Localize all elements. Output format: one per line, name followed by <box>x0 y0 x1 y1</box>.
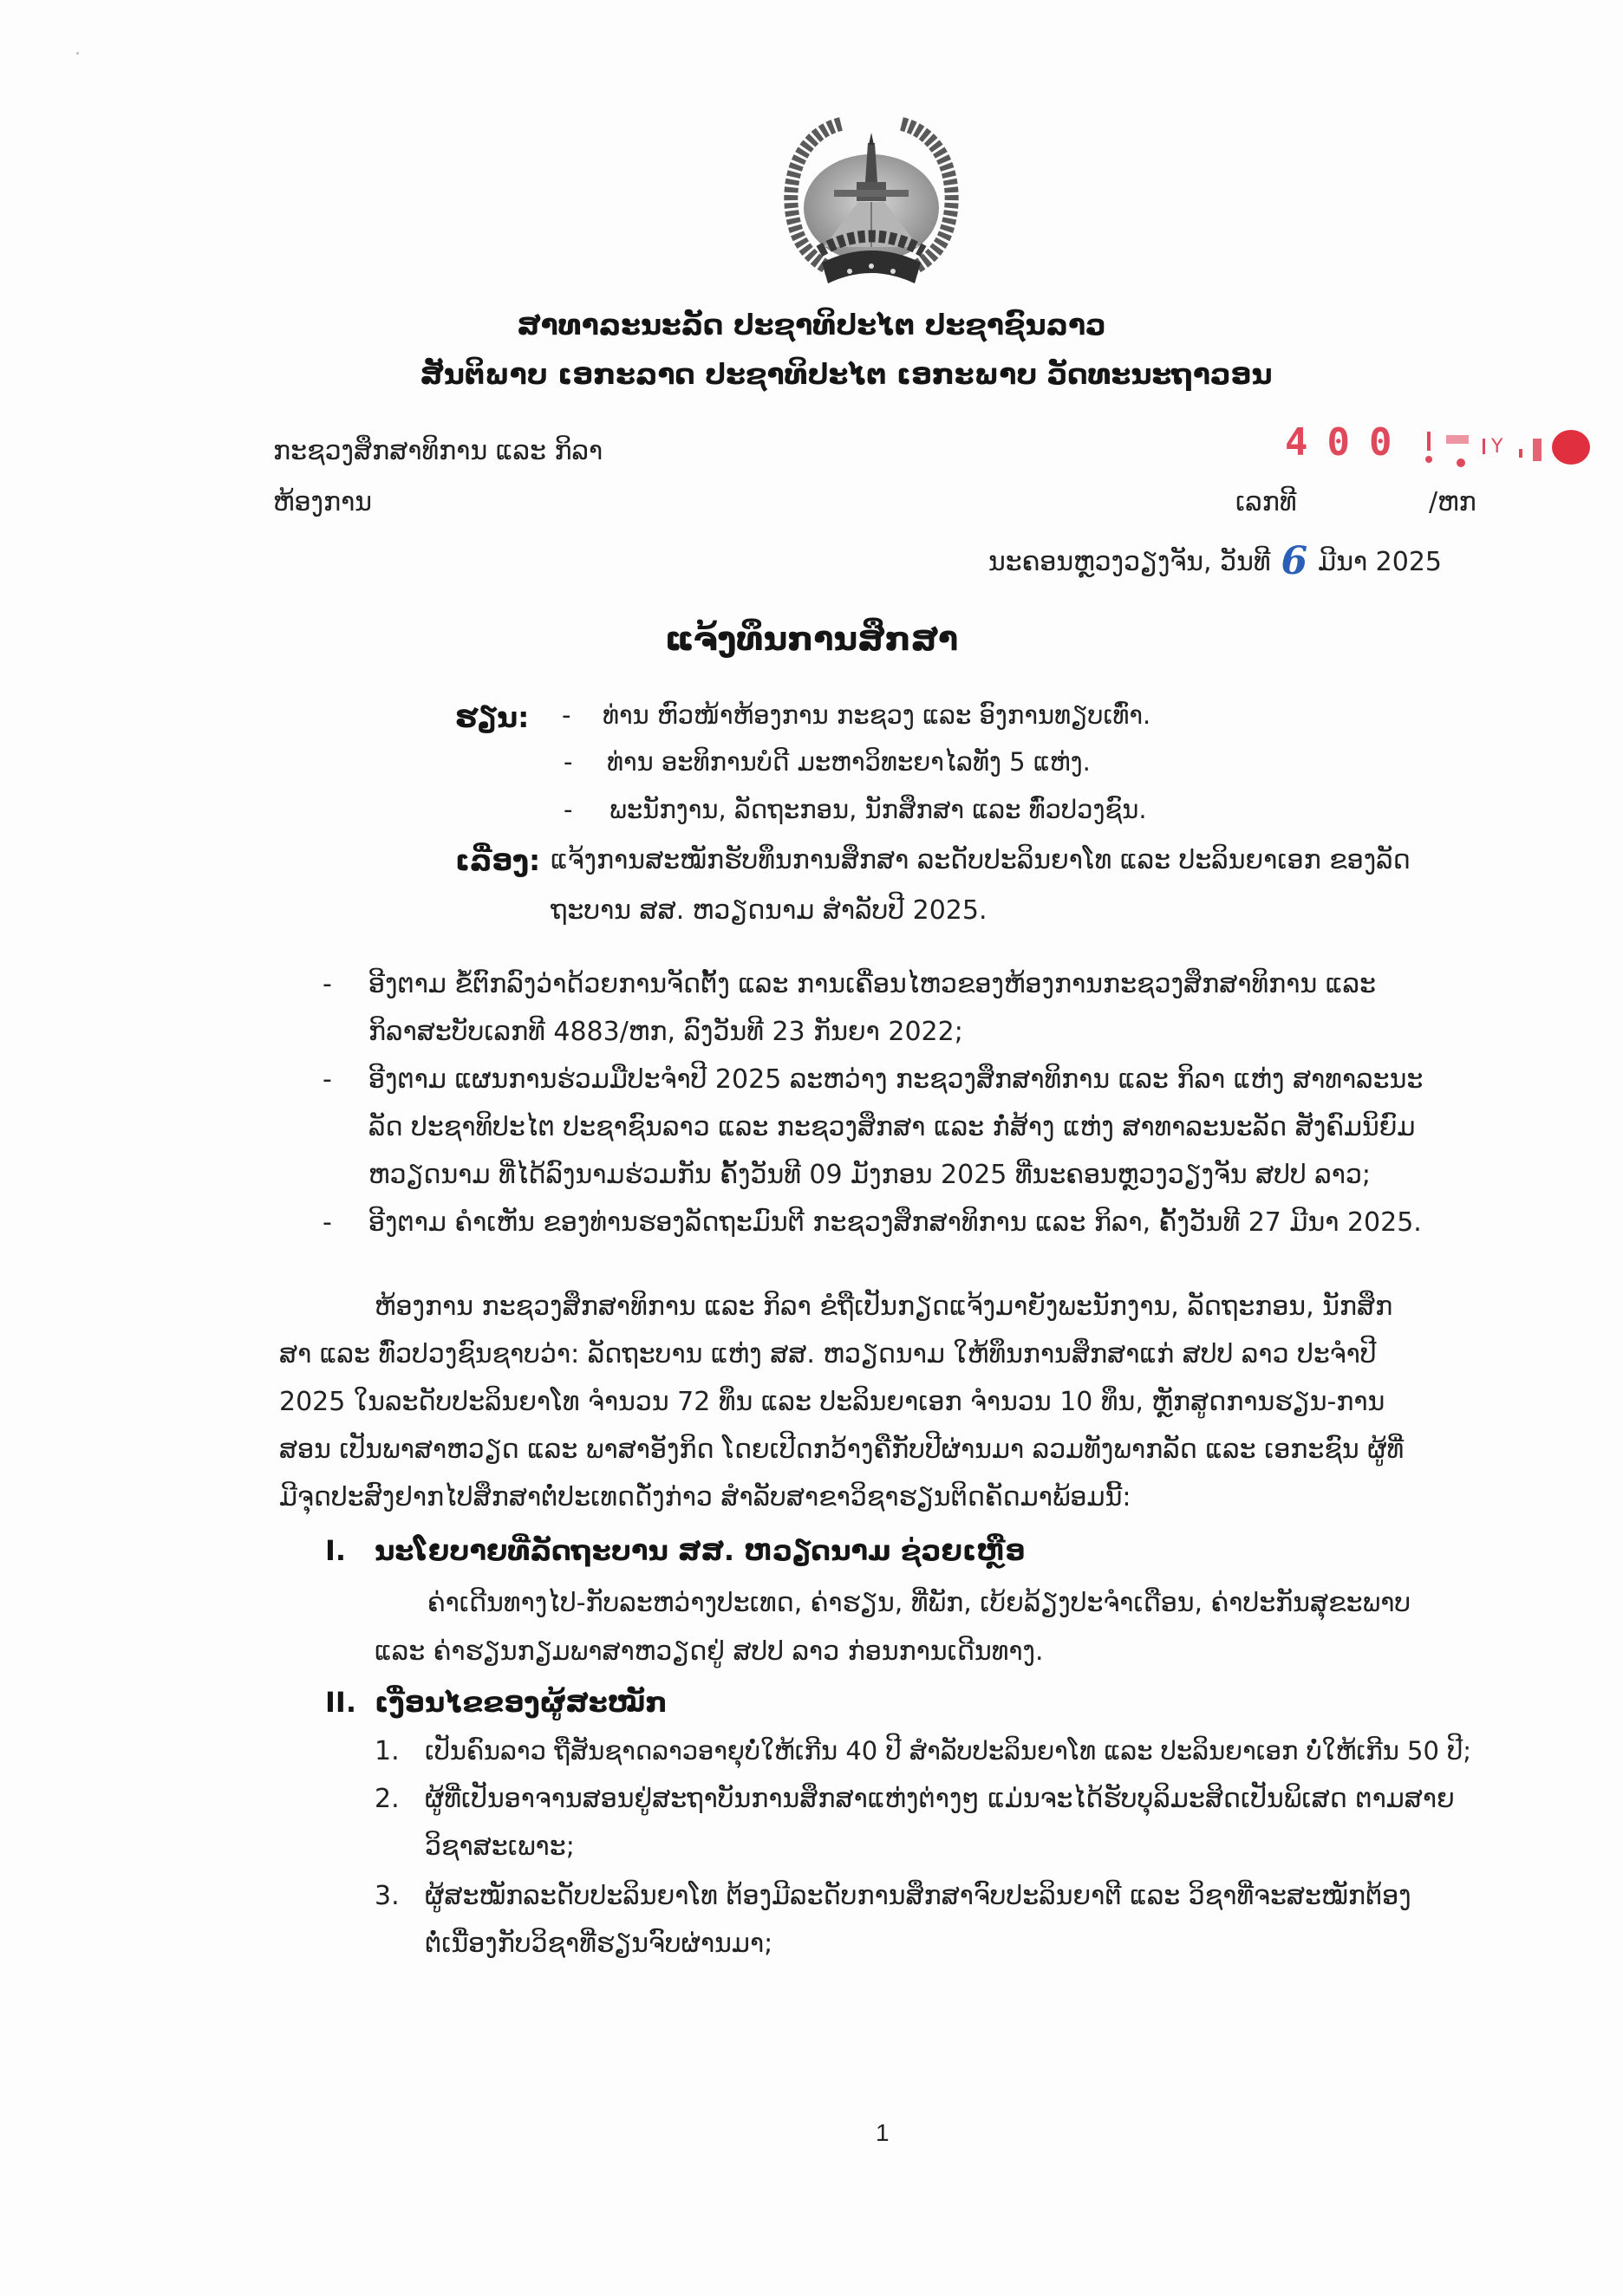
list-number: 3. <box>375 1881 400 1911</box>
paragraph-line: ຫ້ອງການ ກະຊວງສຶກສາທິການ ແລະ ກິລາ ຂໍຖືເປັນກຽດແຈ້ງມາຍັງພະນັກງານ, ລັດຖະກອນ, ນັກສຶກ <box>375 1291 1393 1322</box>
red-stamp-mark <box>1422 426 1595 472</box>
paragraph-line: 2025 ໃນລະດັບປະລິນຍາໂທ ຈຳນວນ 72 ທຶນ ແລະ ປະລິນຍາເອກ ຈຳນວນ 10 ທຶນ, ຫຼັກສູດການຮຽນ-ການ <box>279 1387 1385 1417</box>
list-item-line: ວິຊາສະເພາະ; <box>425 1831 575 1862</box>
bullet-dash: - <box>323 1207 332 1238</box>
list-item-line: ຕໍ່ເນື່ອງກັບວິຊາທີ່ຮຽນຈົບຜ່ານມາ; <box>425 1929 773 1959</box>
section-body-line: ແລະ ຄ່າຮຽນກຽມພາສາຫວຽດຢູ່ ສປປ ລາວ ກ່ອນການເດີນທາງ. <box>375 1636 1044 1667</box>
addressee-item: ທ່ານ ຫົວໜ້າຫ້ອງການ ກະຊວງ ແລະ ອົງການທຽບເທົ່າ. <box>603 700 1151 730</box>
document-title: ແຈ້ງທຶນການສຶກສາ <box>664 620 959 658</box>
list-item-line: ຜູ້ສະໝັກລະດັບປະລິນຍາໂທ ຕ້ອງມີລະດັບການສຶກສາຈົບປະລິນຍາຕີ ແລະ ວິຊາທີ່ຈະສະໝັກຕ້ອງ <box>425 1881 1411 1911</box>
reference-line: ລັດ ປະຊາທິປະໄຕ ປະຊາຊົນລາວ ແລະ ກະຊວງສຶກສາ ແລະ ກໍ່ສ້າງ ແຫ່ງ ສາທາລະນະລັດ ສັງຄົມນິຍົມ <box>368 1112 1416 1142</box>
state-title-line-1: ສາທາລະນະລັດ ປະຊາທິປະໄຕ ປະຊາຊົນລາວ <box>517 308 1106 341</box>
reference-line: ຫວຽດນາມ ທີ່ໄດ້ລົງນາມຮ່ວມກັນ ຄັ້ງວັນທີ 09 ມັງກອນ 2025 ທີ່ນະຄອນຫຼວງວຽງຈັນ ສປປ ລາວ; <box>368 1160 1372 1190</box>
scan-speck <box>76 52 79 55</box>
bullet-dash: - <box>564 795 573 824</box>
bullet-dash: - <box>562 700 571 730</box>
reference-line: ກິລາສະບັບເລກທີ 4883/ຫກ, ລົງວັນທີ 23 ກັນຍາ 2022; <box>368 1017 963 1047</box>
svg-text:Y: Y <box>1491 436 1503 458</box>
place-and-date <box>988 536 1443 583</box>
state-motto-line-2: ສັນຕິພາບ ເອກະລາດ ປະຊາທິປະໄຕ ເອກະພາບ ວັດທະນະຖາວອນ <box>420 357 1273 391</box>
list-item-line: ຜູ້ທີ່ເປັນອາຈານສອນຢູ່ສະຖາບັນການສຶກສາແຫ່ງຕ່າງໆ ແມ່ນຈະໄດ້ຮັບບຸລິມະສິດເປັນພິເສດ ຕາມສາຍ <box>425 1784 1455 1814</box>
bullet-dash: - <box>564 747 573 777</box>
subject-line-2: ຖະບານ ສສ. ຫວຽດນາມ ສຳລັບປີ 2025. <box>551 895 987 926</box>
section-heading: ນະໂຍບາຍທີ່ລັດຖະບານ ສສ. ຫວຽດນາມ ຊ່ວຍເຫຼືອ <box>375 1534 1026 1567</box>
subject-label: ເລື່ອງ: <box>455 843 541 877</box>
reference-line: ອີງຕາມ ແຜນການຮ່ວມມືປະຈຳປີ 2025 ລະຫວ່າງ ກະຊວງສຶກສາທິການ ແລະ ກິລາ ແຫ່ງ ສາທາລະນະ <box>368 1064 1424 1095</box>
handwritten-day: 6 <box>1281 539 1308 583</box>
bullet-dash: - <box>323 1064 332 1095</box>
addressee-item: ທ່ານ ອະທິການບໍດີ ມະຫາວິທະຍາໄລທັງ 5 ແຫ່ງ. <box>607 747 1091 777</box>
page-number: 1 <box>876 2119 890 2146</box>
section-heading: ເງື່ອນໄຂຂອງຜູ້ສະໝັກ <box>375 1686 668 1719</box>
section-numeral: I. <box>325 1534 347 1567</box>
paragraph-line: ສອນ ເປັນພາສາຫວຽດ ແລະ ພາສາອັງກິດ ໂດຍເປີດກວ້າງຄືກັບປີຜ່ານມາ ລວມທັງພາກລັດ ແລະ ເອກະຊົນ ຜູ້ທີ່ <box>279 1434 1405 1465</box>
list-number: 1. <box>375 1736 400 1766</box>
issuing-office: ຫ້ອງການ <box>273 487 373 517</box>
issuing-ministry: ກະຊວງສຶກສາທິການ ແລະ ກິລາ <box>273 436 603 466</box>
addressee-label: ຮຽນ: <box>455 700 530 734</box>
addressee-item: ພະນັກງານ, ລັດຖະກອນ, ນັກສຶກສາ ແລະ ທົ່ວປວງຊົນ. <box>609 795 1147 824</box>
subject-line-1: ແຈ້ງການສະໝັກຮັບທຶນການສຶກສາ ລະດັບປະລິນຍາໂທ ແລະ ປະລິນຍາເອກ ຂອງລັດ <box>551 845 1411 875</box>
reference-line: ອີງຕາມ ຂໍ້ຕົກລົງວ່າດ້ວຍການຈັດຕັ້ງ ແລະ ການເຄື່ອນໄຫວຂອງຫ້ອງການກະຊວງສຶກສາທິການ ແລະ <box>368 969 1376 999</box>
reference-line: ອີງຕາມ ຄຳເຫັນ ຂອງທ່ານຮອງລັດຖະມົນຕີ ກະຊວງສຶກສາທິການ ແລະ ກິລາ, ຄັ້ງວັນທີ 27 ມີນາ 2025. <box>368 1207 1422 1238</box>
list-item-line: ເປັນຄົນລາວ ຖືສັນຊາດລາວອາຍຸບໍ່ໃຫ້ເກີນ 40 ປີ ສຳລັບປະລິນຍາໂທ ແລະ ປະລິນຍາເອກ ບໍ່ໃຫ້ເກີນ 50 ປີ; <box>425 1736 1472 1766</box>
document-number-suffix: /ຫກ <box>1429 487 1476 517</box>
section-numeral: II. <box>325 1686 356 1719</box>
place-date-prefix: ນະຄອນຫຼວງວຽງຈັນ, ວັນທີ <box>988 547 1271 577</box>
document-number-label: ເລກທີ <box>1235 487 1297 517</box>
bullet-dash: - <box>323 969 332 999</box>
paragraph-line: ສາ ແລະ ທົ່ວປວງຊົນຊາບວ່າ: ລັດຖະບານ ແຫ່ງ ສສ. ຫວຽດນາມ ໃຫ້ທຶນການສຶກສາແກ່ ສປປ ລາວ ປະຈຳປີ <box>279 1339 1377 1369</box>
list-number: 2. <box>375 1784 400 1814</box>
lao-national-emblem-icon <box>772 100 971 299</box>
received-stamp-number: 400 <box>1285 420 1411 465</box>
paragraph-line: ມີຈຸດປະສົງຢາກໄປສຶກສາຕໍ່ປະເທດດັ່ງກ່າວ ສຳລັບສາຂາວິຊາຮຽນຕິດຄັດມາພ້ອມນີ້: <box>279 1482 1131 1512</box>
month-year: ມີນາ 2025 <box>1318 547 1443 577</box>
section-body-line: ຄ່າເດີນທາງໄປ-ກັບລະຫວ່າງປະເທດ, ຄ່າຮຽນ, ທີ່ພັກ, ເບ້ຍລ້ຽງປະຈຳເດືອນ, ຄ່າປະກັນສຸຂະພາບ <box>427 1588 1411 1618</box>
